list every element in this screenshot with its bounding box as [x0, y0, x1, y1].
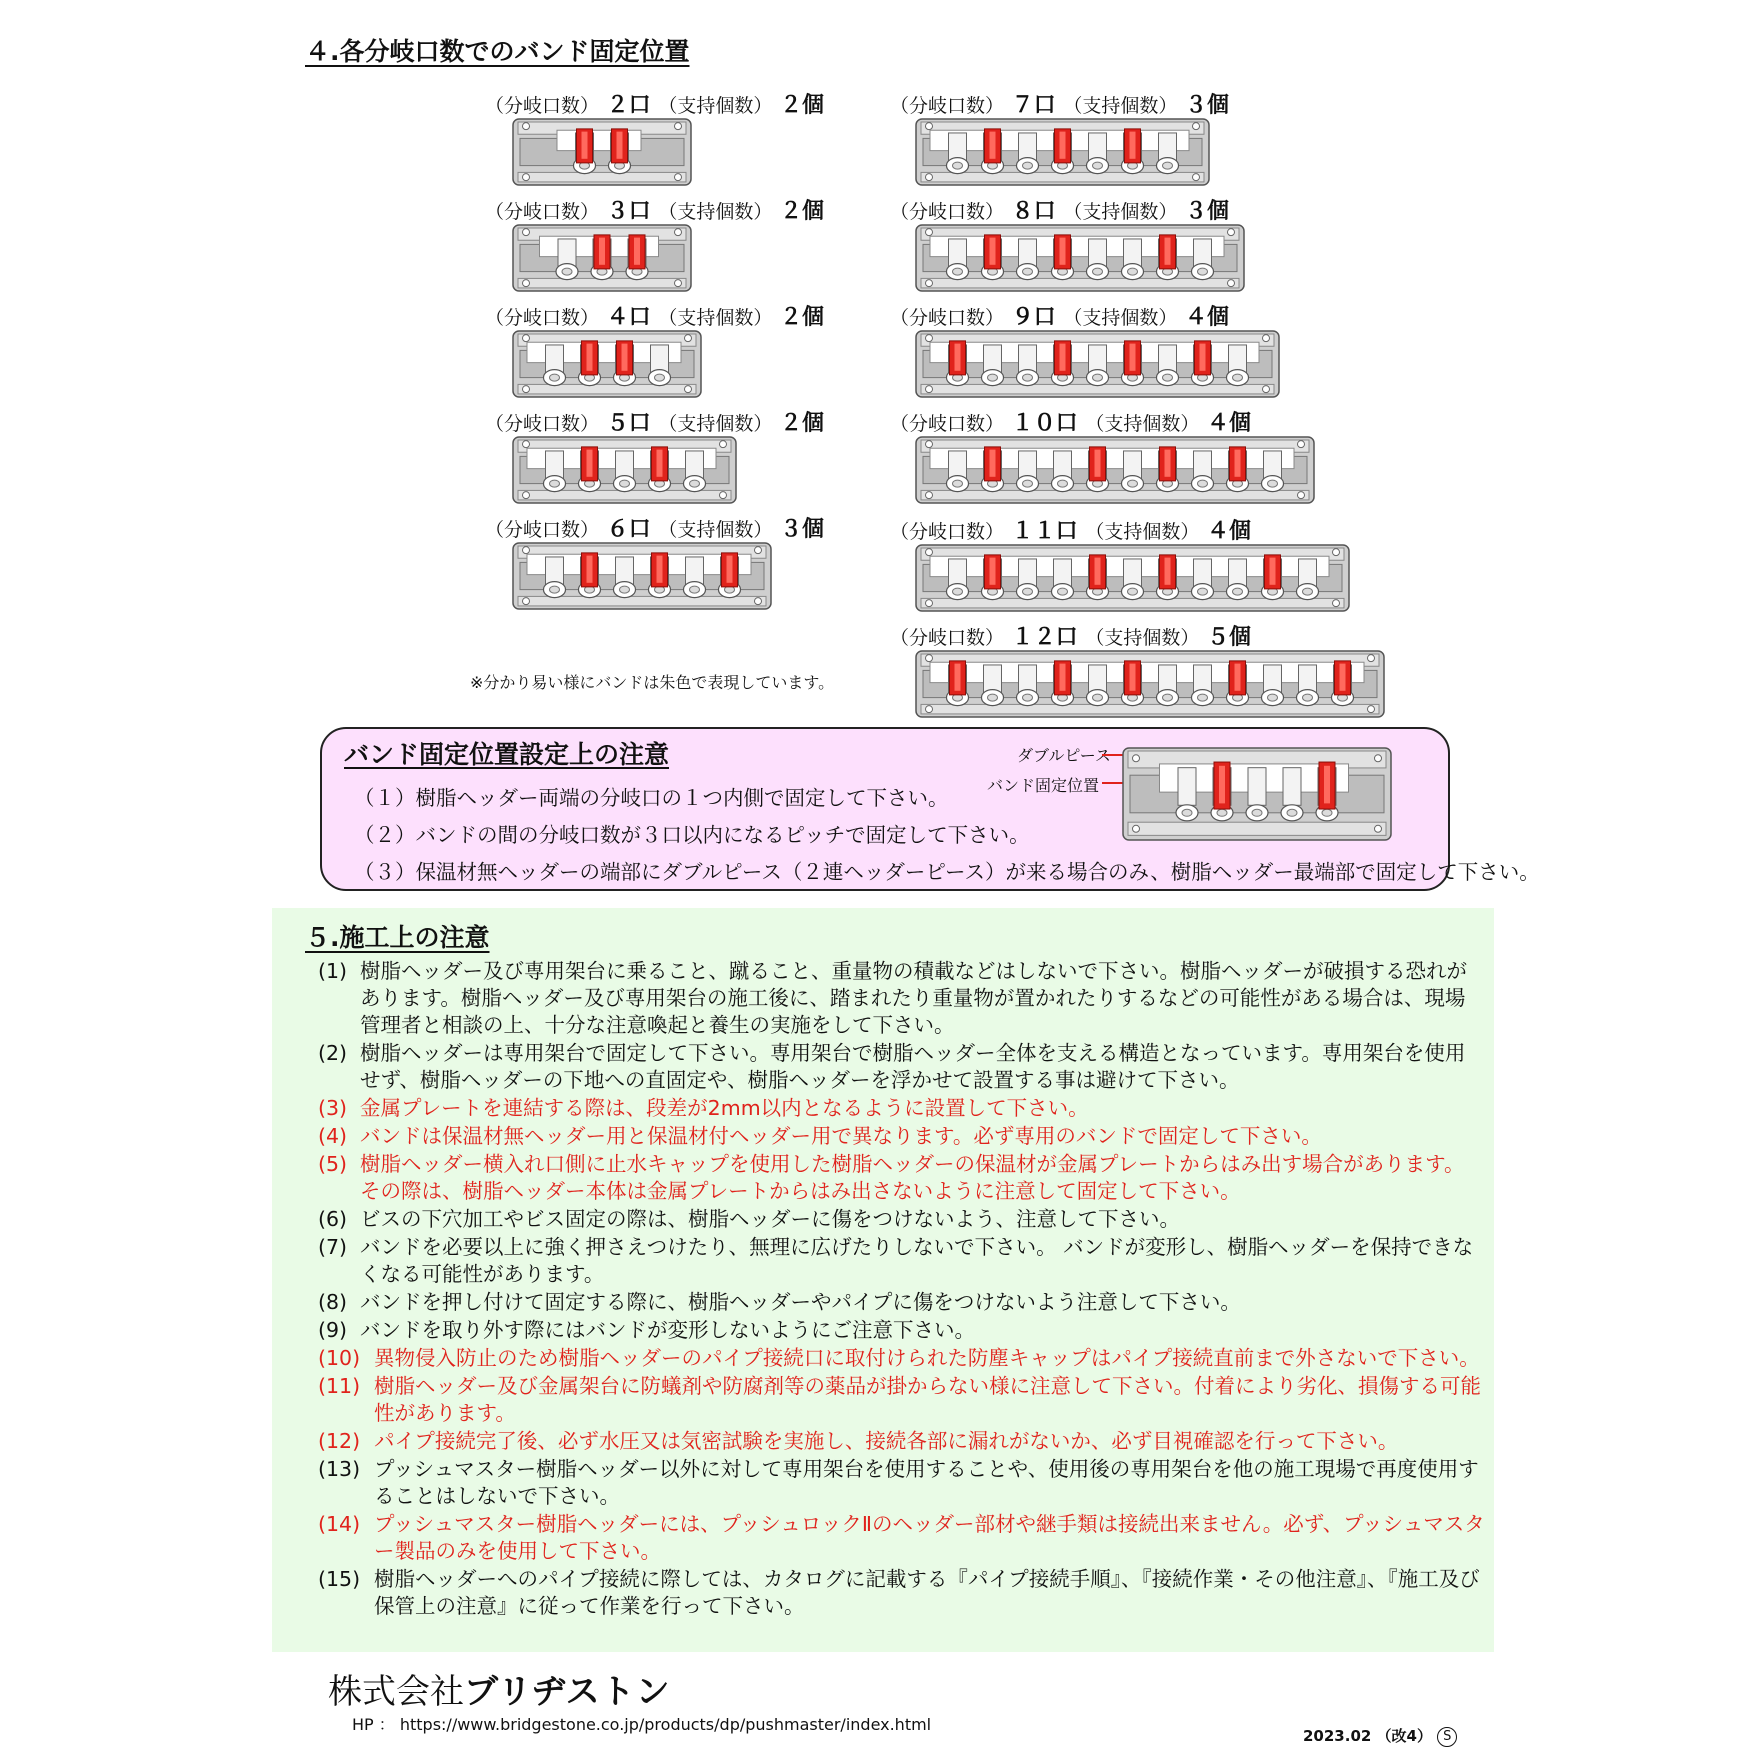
branch-count-value: ８口: [1004, 199, 1064, 224]
branch-count-value: ３口: [599, 199, 659, 224]
company-name: [328, 1664, 671, 1713]
construction-note-item: [318, 1206, 1480, 1233]
band-position-label: バンド固定位置: [987, 776, 1100, 795]
note-number: (14): [318, 1512, 361, 1536]
diagram-label: [890, 514, 1251, 545]
branch-count-value: ５口: [599, 411, 659, 436]
diagram-label: [890, 300, 1229, 331]
note-number: (13): [318, 1457, 361, 1481]
construction-note-item: [318, 958, 1480, 1039]
support-count-value: ４個: [1199, 411, 1252, 436]
caution-box: [320, 727, 1540, 891]
branch-count-label: （分岐口数）: [890, 413, 1005, 435]
construction-note-item: [318, 1234, 1480, 1288]
construction-note-item: [318, 1373, 1494, 1427]
support-count-label: （支持個数）: [658, 519, 773, 541]
support-count-value: ２個: [772, 305, 825, 330]
branch-count-label: （分岐口数）: [890, 201, 1005, 223]
support-count-label: （支持個数）: [1063, 201, 1178, 223]
support-count-value: ５個: [1199, 625, 1252, 650]
branch-count-label: （分岐口数）: [485, 307, 600, 329]
header-diagram-4-ports: [512, 330, 702, 398]
branch-count-value: ９口: [1004, 305, 1064, 330]
note-text: 樹脂ヘッダー及び金属架台に防蟻剤や防腐剤等の薬品が掛からない様に注意して下さい。付着により劣化、損傷する可能性があります。: [374, 1374, 1481, 1425]
construction-note-item: [318, 1428, 1494, 1455]
note-number: (12): [318, 1429, 361, 1453]
header-diagram-6-ports: [512, 542, 772, 610]
branch-count-value: １０口: [1004, 411, 1086, 436]
note-text: パイプ接続完了後、必ず水圧又は気密試験を実施し、接続各部に漏れがないか、必ず目視確認を行って下さい。: [374, 1429, 1399, 1453]
construction-note-item: [318, 1289, 1480, 1316]
diagram-label: [485, 300, 824, 331]
note-text: バンドは保温材無ヘッダー用と保温材付ヘッダー用で異なります。必ず専用のバンドで固定して下さい。: [360, 1124, 1322, 1148]
branch-count-label: （分岐口数）: [890, 521, 1005, 543]
branch-count-label: （分岐口数）: [890, 307, 1005, 329]
support-count-label: （支持個数）: [1085, 627, 1200, 649]
construction-note-item: [318, 1511, 1494, 1565]
support-count-value: ３個: [1177, 199, 1230, 224]
revision-date: [1303, 1725, 1457, 1747]
note-text: バンドを取り外す際にはバンドが変形しないようにご注意下さい。: [360, 1318, 975, 1342]
branch-count-value: １２口: [1004, 625, 1086, 650]
header-diagram-7-ports: [915, 118, 1210, 186]
header-diagram-9-ports: [915, 330, 1280, 398]
branch-count-value: １１口: [1004, 519, 1086, 544]
branch-count-label: （分岐口数）: [890, 95, 1005, 117]
company-prefix: 株式会社: [328, 1672, 464, 1712]
note-number: (2): [318, 1041, 348, 1065]
support-count-value: ２個: [772, 411, 825, 436]
support-count-value: ３個: [1177, 93, 1230, 118]
construction-note-item: [318, 1095, 1480, 1122]
caution-item-3: （３）保温材無ヘッダーの端部にダブルピース（２連ヘッダーピース）が来る場合のみ、樹脂ヘッダー最端部で固定して下さい。: [354, 860, 1540, 884]
construction-note-item: [318, 1317, 1480, 1344]
section5-title: ５.施工上の注意: [305, 923, 490, 952]
header-diagram-12-ports: [915, 650, 1385, 718]
note-number: (10): [318, 1346, 361, 1370]
diagram-label: [485, 406, 824, 437]
note-text: 樹脂ヘッダー横入れ口側に止水キャップを使用した樹脂ヘッダーの保温材が金属プレートからはみ出す場合があります。その際は、樹脂ヘッダー本体は金属プレートからはみ出さないように注意して固定して下さい。: [360, 1152, 1465, 1203]
caution-header-diagram: [1122, 747, 1397, 847]
support-count-label: （支持個数）: [1085, 521, 1200, 543]
support-count-value: ２個: [772, 199, 825, 224]
note-text: 樹脂ヘッダー及び専用架台に乗ること、蹴ること、重量物の積載などはしないで下さい。樹脂ヘッダーが破損する恐れがあります。樹脂ヘッダー及び専用架台の施工後に、踏まれたり重量物が置かれたりするなどの可能性がある場合は、現場管理者と相談の上、十分な注意喚起と養生の実施をして下さい。: [360, 959, 1467, 1037]
band-color-note: ※分かり易い様にバンドは朱色で表現しています。: [470, 673, 835, 692]
company-brand: ブリヂストン: [464, 1672, 671, 1712]
support-count-label: （支持個数）: [1085, 413, 1200, 435]
note-number: (11): [318, 1374, 361, 1398]
revision-date-text: 2023.02 （改4）: [1303, 1727, 1432, 1745]
double-piece-label: ダブルピース: [1017, 746, 1111, 765]
diagram-label: [890, 406, 1251, 437]
support-count-value: ４個: [1199, 519, 1252, 544]
diagram-label: [485, 88, 824, 119]
diagram-label: [890, 620, 1251, 651]
support-count-value: ４個: [1177, 305, 1230, 330]
note-number: (5): [318, 1152, 348, 1176]
branch-count-value: ４口: [599, 305, 659, 330]
note-number: (9): [318, 1318, 348, 1342]
note-number: (3): [318, 1096, 348, 1120]
s-mark-icon: S: [1437, 1727, 1457, 1747]
branch-count-value: ６口: [599, 517, 659, 542]
support-count-value: ３個: [772, 517, 825, 542]
note-text: 樹脂ヘッダーは専用架台で固定して下さい。専用架台で樹脂ヘッダー全体を支える構造となっています。専用架台を使用せず、樹脂ヘッダーの下地への直固定や、樹脂ヘッダーを浮かせて設置する事は避けて下さい。: [360, 1041, 1466, 1092]
branch-count-label: （分岐口数）: [485, 519, 600, 541]
header-diagram-3-ports: [512, 224, 692, 292]
note-text: ビスの下穴加工やビス固定の際は、樹脂ヘッダーに傷をつけないよう、注意して下さい。: [360, 1207, 1180, 1231]
caution-title: バンド固定位置設定上の注意: [344, 740, 670, 769]
note-text: プッシュマスター樹脂ヘッダー以外に対して専用架台を使用することや、使用後の専用架台を他の施工現場で再度使用することはしないで下さい。: [374, 1457, 1479, 1508]
note-text: 異物侵入防止のため樹脂ヘッダーのパイプ接続口に取付けられた防塵キャップはパイプ接続直前まで外さないで下さい。: [374, 1346, 1480, 1370]
construction-note-item: [318, 1123, 1480, 1150]
support-count-label: （支持個数）: [658, 307, 773, 329]
note-number: (6): [318, 1207, 348, 1231]
note-number: (1): [318, 959, 348, 983]
header-diagram-2-ports: [512, 118, 692, 186]
note-text: バンドを押し付けて固定する際に、樹脂ヘッダーやパイプに傷をつけないよう注意して下さい。: [360, 1290, 1241, 1314]
branch-count-label: （分岐口数）: [485, 95, 600, 117]
header-diagram-5-ports: [512, 436, 737, 504]
note-text: バンドを必要以上に強く押さえつけたり、無理に広げたりしないで下さい。 バンドが変形し、樹脂ヘッダーを保持できなくなる可能性があります。: [360, 1235, 1474, 1286]
construction-note-item: [318, 1345, 1494, 1372]
header-diagram-11-ports: [915, 544, 1350, 612]
support-count-label: （支持個数）: [1063, 95, 1178, 117]
support-count-label: （支持個数）: [1063, 307, 1178, 329]
branch-count-label: （分岐口数）: [890, 627, 1005, 649]
caution-item-1: （１）樹脂ヘッダー両端の分岐口の１つ内側で固定して下さい。: [354, 786, 949, 810]
header-diagram-10-ports: [915, 436, 1315, 504]
diagram-label: [890, 194, 1229, 225]
branch-count-label: （分岐口数）: [485, 201, 600, 223]
note-text: プッシュマスター樹脂ヘッダーには、プッシュロックⅡのヘッダー部材や継手類は接続出来ません。必ず、プッシュマスター製品のみを使用して下さい。: [374, 1512, 1485, 1563]
note-number: (4): [318, 1124, 348, 1148]
diagram-label: [890, 88, 1229, 119]
homepage-url[interactable]: HP ： https://www.bridgestone.co.jp/products/dp/pushmaster/index.html: [352, 1715, 932, 1734]
construction-note-item: [318, 1151, 1480, 1205]
section4-title: ４.各分岐口数でのバンド固定位置: [305, 37, 690, 66]
construction-note-item: [318, 1566, 1494, 1620]
branch-count-value: ２口: [599, 93, 659, 118]
header-diagram-8-ports: [915, 224, 1245, 292]
support-count-label: （支持個数）: [658, 413, 773, 435]
note-number: (7): [318, 1235, 348, 1259]
diagram-label: [485, 512, 824, 543]
note-number: (8): [318, 1290, 348, 1314]
note-text: 金属プレートを連結する際は、段差が2mm以内となるように設置して下さい。: [360, 1096, 1089, 1120]
note-text: 樹脂ヘッダーへのパイプ接続に際しては、カタログに記載する『パイプ接続手順』、『接続作業・その他注意』、『施工及び保管上の注意』に従って作業を行って下さい。: [374, 1567, 1480, 1618]
diagram-label: [485, 194, 824, 225]
construction-note-item: [318, 1040, 1480, 1094]
construction-note-item: [318, 1456, 1494, 1510]
support-count-value: ２個: [772, 93, 825, 118]
caution-item-2: （２）バンドの間の分岐口数が３口以内になるピッチで固定して下さい。: [354, 823, 1030, 847]
support-count-label: （支持個数）: [658, 95, 773, 117]
branch-count-label: （分岐口数）: [485, 413, 600, 435]
branch-count-value: ７口: [1004, 93, 1064, 118]
support-count-label: （支持個数）: [658, 201, 773, 223]
note-number: (15): [318, 1567, 361, 1591]
